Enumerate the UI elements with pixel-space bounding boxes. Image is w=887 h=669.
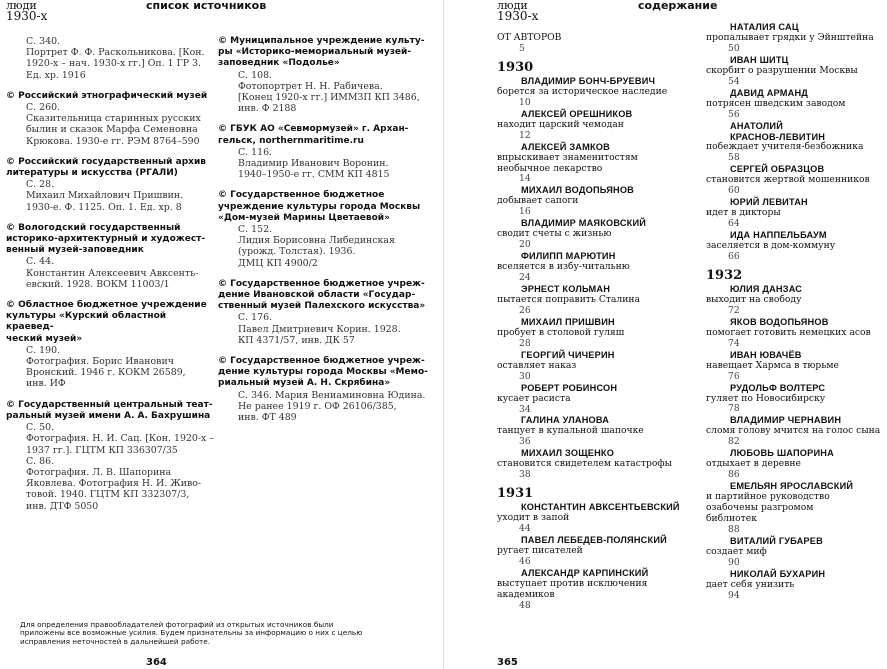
source-organization: © Российский государственный архив литературы и искусства (РГАЛИ) xyxy=(6,156,206,179)
toc-page-number: 34 xyxy=(519,403,531,415)
toc-description: идет в дикторы xyxy=(706,207,781,219)
source-line: [Конец 1920-х гг.] ИММЗП КП 3486, xyxy=(238,92,420,104)
toc-description: навещает Хармса в тюрьме xyxy=(706,359,839,371)
toc-page-number: 60 xyxy=(728,185,740,197)
source-line: 1937 гг.]. ГЦТМ КП 336307/35 xyxy=(26,444,178,456)
toc-page-number: 36 xyxy=(519,436,531,448)
toc-description: гуляет по Новосибирску xyxy=(706,392,826,404)
source-entry xyxy=(218,36,440,114)
toc-description: вселяется в избу-читальню xyxy=(497,261,630,273)
source-line: Сказительница старинных русских xyxy=(26,113,201,125)
toc-year-heading: 1932 xyxy=(706,267,743,283)
toc-page-number: 44 xyxy=(519,523,531,535)
source-organization: © ГБУК АО «Севмормузей» г. Архан- гельск, northernmaritime.ru xyxy=(218,124,409,146)
toc-name: НИКОЛАЙ БУХАРИН xyxy=(730,568,826,579)
source-entry xyxy=(6,400,216,512)
toc-name: ГЕОРГИЙ ЧИЧЕРИН xyxy=(521,349,615,360)
toc-description: оставляет наказ xyxy=(497,359,577,371)
toc-page-number: 82 xyxy=(728,436,740,448)
sources-column-2 xyxy=(218,36,440,433)
toc-name: ИВАН ШИТЦ xyxy=(730,54,789,65)
toc-name: АЛЕКСЕЙ ОРЕШНИКОВ xyxy=(521,108,633,119)
toc-name: ИВАН ЮВАЧЁВ xyxy=(730,349,802,360)
running-head: люди xyxy=(6,0,37,12)
toc-page-number: 58 xyxy=(728,152,740,164)
source-line: С. 86. xyxy=(26,455,55,467)
toc-description: пробует в столовой гуляш xyxy=(497,326,625,338)
page-title: содержание xyxy=(638,0,718,12)
source-entry xyxy=(6,300,216,390)
toc-description: необычное лекарство xyxy=(497,162,603,174)
source-line: С. 50. xyxy=(26,422,55,434)
source-line: С. 340. xyxy=(26,36,61,47)
toc-name: АЛЕКСЕЙ ЗАМКОВ xyxy=(521,141,610,152)
toc-description: становится жертвой мошенников xyxy=(706,174,870,186)
toc-description: потрясен шведским заводом xyxy=(706,97,846,109)
toc-description: борется за историческое наследие xyxy=(497,85,668,97)
source-line: КП 4371/57, инв. ДК 57 xyxy=(238,334,355,346)
source-entry xyxy=(6,91,216,147)
source-entry xyxy=(218,279,440,346)
source-line: Фотография. Борис Иванович xyxy=(26,356,174,368)
source-line: С. 44. xyxy=(26,256,55,268)
toc-page-number: 66 xyxy=(728,251,740,263)
source-entry xyxy=(6,36,216,81)
toc-description: побеждает учителя-безбожника xyxy=(706,141,864,153)
toc-name: АНАТОЛИЙ xyxy=(730,120,784,131)
source-line: товой. 1940. ГЦТМ КП 332307/3, xyxy=(26,489,190,501)
toc-page-number: 10 xyxy=(519,96,531,108)
toc-description: выходит на свободу xyxy=(706,293,802,305)
source-line: инв. ФТ 489 xyxy=(238,412,297,424)
footnote: Для определения правообладателей фотографий из открытых источников были приложены все возможные усилия. Будем признательны за информацию о них с целью исправления неточностей в дальнейшей работе. xyxy=(20,620,363,646)
toc-name: МИХАИЛ ПРИШВИН xyxy=(521,316,615,327)
toc-description: пытается поправить Сталина xyxy=(497,293,640,305)
source-entry xyxy=(218,190,440,268)
right-page xyxy=(444,0,887,669)
toc-description: создает миф xyxy=(706,545,767,557)
source-line: С. 28. xyxy=(26,179,55,191)
toc-name: ИДА НАППЕЛЬБАУМ xyxy=(730,230,827,241)
source-organization: © Муниципальное учреждение культу- ры «Историко-мемориальный музей- заповедник «Подолье» xyxy=(218,36,425,69)
source-line: инв. ДТФ 5050 xyxy=(26,500,99,512)
toc-description: пропалывает грядки у Эйнштейна xyxy=(706,31,874,43)
source-line: С. 152. xyxy=(238,224,273,236)
source-line: инв. ИФ xyxy=(26,378,66,390)
toc-page-number: 50 xyxy=(728,42,740,54)
toc-page-number: 12 xyxy=(519,129,531,141)
toc-page-number: 30 xyxy=(519,370,531,382)
source-organization: © Государственное бюджетное учреж- дение Ивановской области «Государ- ственный музей Палехского искусства» xyxy=(218,278,426,312)
source-line: Крюкова. 1930-е гг. РЭМ 8764–590 xyxy=(26,135,200,147)
toc-page-number: 14 xyxy=(519,173,531,185)
toc-year-heading: 1930 xyxy=(497,59,534,75)
toc-description: сводит счеты с жизнью xyxy=(497,228,612,240)
toc-page-number: 5 xyxy=(519,42,525,54)
toc-name: РОБЕРТ РОБИНСОН xyxy=(521,382,618,393)
toc-page-number: 94 xyxy=(728,589,740,601)
toc-name: ПАВЕЛ ЛЕБЕДЕВ-ПОЛЯНСКИЙ xyxy=(521,535,667,546)
toc-description: кусает расиста xyxy=(497,392,571,404)
toc-name: ЮРИЙ ЛЕВИТАН xyxy=(730,197,808,208)
source-line: 1940–1950-е гг. СММ КП 4815 xyxy=(238,169,390,181)
source-line: ДМЦ КП 4900/2 xyxy=(238,257,318,269)
running-year: 1930-х xyxy=(6,9,48,23)
sources-column-1 xyxy=(6,36,216,522)
source-organization: © Российский этнографический музей xyxy=(6,90,208,101)
toc-description: ругает писателей xyxy=(497,544,583,556)
toc-name: ВЛАДИМИР МАЯКОВСКИЙ xyxy=(521,218,647,229)
source-line: С. 108. xyxy=(238,69,273,81)
source-line: 1920-х – нач. 1930-х гг.] Оп. 1 ГР 3. xyxy=(26,58,201,70)
page-number: 365 xyxy=(497,657,518,668)
source-line: Яковлева. Фотография Н. И. Живо- xyxy=(26,478,202,490)
toc-name: НАТАЛИЯ САЦ xyxy=(730,22,799,32)
toc-description: и партийное руководство xyxy=(706,491,830,503)
contents-column-1 xyxy=(497,33,717,612)
toc-name: ВЛАДИМИР ЧЕРНАВИН xyxy=(730,415,842,426)
toc-name: АЛЕКСАНДР КАРПИНСКИЙ xyxy=(521,567,649,578)
source-entry xyxy=(6,223,216,290)
toc-name: РУДОЛЬФ ВОЛТЕРС xyxy=(730,382,826,393)
toc-description: дает себя унизить xyxy=(706,578,795,590)
toc-description: помогает готовить немецких асов xyxy=(706,326,871,338)
toc-name: МИХАИЛ ЗОЩЕНКО xyxy=(521,448,615,459)
source-line: Ед. хр. 1916 xyxy=(26,69,86,81)
toc-description: впрыскивает знаменитостям xyxy=(497,151,638,163)
source-organization: © Государственное бюджетное учреждение культуры города Москвы «Дом-музей Марины Цветаевой» xyxy=(218,190,421,223)
source-line: Павел Дмитриевич Корин. 1928. xyxy=(238,323,401,335)
toc-name: ВЛАДИМИР БОНЧ-БРУЕВИЧ xyxy=(521,75,656,86)
toc-page-number: 26 xyxy=(519,304,531,316)
toc-description: находит царский чемодан xyxy=(497,118,624,130)
source-line: Фотопортрет Н. Н. Рабичева. xyxy=(238,80,383,92)
toc-page-number: 74 xyxy=(728,337,740,349)
toc-page-number: 48 xyxy=(519,599,531,611)
source-entry xyxy=(6,157,216,213)
source-organization: © Вологодский государственный историко-архитектурный и художест- венный музей-заповедник xyxy=(6,222,206,256)
toc-page-number: 78 xyxy=(728,403,740,415)
toc-name: МИХАИЛ ВОДОПЬЯНОВ xyxy=(521,185,635,196)
toc-page-number: 90 xyxy=(728,556,740,568)
toc-description: библиотек xyxy=(706,512,757,524)
toc-label: ОТ АВТОРОВ xyxy=(497,32,562,43)
toc-description: танцует в купальной шапочке xyxy=(497,425,644,437)
toc-description: добывает сапоги xyxy=(497,195,579,207)
toc-description: скорбит о разрушении Москвы xyxy=(706,64,858,76)
toc-description: уходит в запой xyxy=(497,512,570,524)
toc-name: КРАСНОВ-ЛЕВИТИН xyxy=(730,131,826,142)
toc-page-number: 16 xyxy=(519,206,531,218)
source-entry xyxy=(218,124,440,180)
toc-name: СЕРГЕЙ ОБРАЗЦОВ xyxy=(730,164,825,175)
toc-description: становится свидетелем катастрофы xyxy=(497,458,672,470)
toc-page-number: 86 xyxy=(728,469,740,481)
source-line: С. 116. xyxy=(238,146,273,158)
source-entry xyxy=(218,356,440,423)
source-line: Фотография. Л. В. Шапорина xyxy=(26,466,172,478)
source-line: былин и сказок Марфа Семеновна xyxy=(26,124,198,136)
toc-page-number: 56 xyxy=(728,108,740,120)
toc-name: ДАВИД АРМАНД xyxy=(730,87,809,98)
source-line: инв. Ф 2188 xyxy=(238,103,297,115)
toc-name: ЕМЕЛЬЯН ЯРОСЛАВСКИЙ xyxy=(730,481,854,492)
contents-column-2 xyxy=(706,22,886,602)
source-line: Не ранее 1919 г. ОФ 26106/385, xyxy=(238,400,397,412)
source-line: С. 346. Мария Вениаминовна Юдина. xyxy=(238,389,426,401)
source-line: Вронский. 1946 г. КОКМ 26589, xyxy=(26,367,186,379)
toc-name: ГАЛИНА УЛАНОВА xyxy=(521,415,610,426)
toc-page-number: 46 xyxy=(519,555,531,567)
page-title: список источников xyxy=(146,0,267,12)
source-line: Константин Алексеевич Авксенть- xyxy=(26,267,199,279)
toc-name: КОНСТАНТИН АВКСЕНТЬЕВСКИЙ xyxy=(521,502,680,513)
source-organization: © Государственное бюджетное учреж- дение культуры города Москвы «Мемо- риальный музей А. Н. Скрябина» xyxy=(218,356,428,389)
source-line: 1930-е. Ф. 1125. Оп. 1. Ед. хр. 8 xyxy=(26,201,182,213)
toc-page-number: 38 xyxy=(519,469,531,481)
source-line: С. 190. xyxy=(26,344,61,356)
toc-page-number: 72 xyxy=(728,304,740,316)
toc-description: заселяется в дом-коммуну xyxy=(706,240,836,252)
source-line: Михаил Михайлович Пришвин. xyxy=(26,190,184,202)
toc-description: академиков xyxy=(497,588,555,600)
source-line: Владимир Иванович Воронин. xyxy=(238,158,389,170)
toc-page-number: 20 xyxy=(519,239,531,251)
running-head: люди xyxy=(497,0,528,12)
toc-page-number: 28 xyxy=(519,337,531,349)
toc-page-number: 24 xyxy=(519,272,531,284)
toc-description: сломя голову мчится на голос сына xyxy=(706,425,881,437)
page-number: 364 xyxy=(146,657,167,668)
toc-name: ЭРНЕСТ КОЛЬМАН xyxy=(521,284,611,295)
toc-description: выступает против исключения xyxy=(497,577,648,589)
source-line: Лидия Борисовна Либединская xyxy=(238,235,395,247)
toc-description: отдыхает в деревне xyxy=(706,458,801,470)
toc-description: озабочены разгромом xyxy=(706,502,814,514)
toc-name: ФИЛИПП МАРЮТИН xyxy=(521,251,616,262)
toc-name: ЯКОВ ВОДОПЬЯНОВ xyxy=(730,316,829,327)
toc-page-number: 88 xyxy=(728,523,740,535)
toc-page-number: 64 xyxy=(728,218,740,230)
toc-name: ЮЛИЯ ДАНЗАС xyxy=(730,283,803,294)
source-organization: © Государственный центральный теат- ральный музей имени А. А. Бахрушина xyxy=(6,399,213,421)
source-line: Портрет Ф. Ф. Раскольникова. [Кон. xyxy=(26,47,205,59)
running-year: 1930-х xyxy=(497,9,539,23)
toc-name: ВИТАЛИЙ ГУБАРЕВ xyxy=(730,535,823,546)
source-line: евский. 1928. ВОКМ 11003/1 xyxy=(26,278,170,290)
source-line: Фотография. Н. И. Сац. [Кон. 1920-х – xyxy=(26,433,214,445)
toc-year-heading: 1931 xyxy=(497,486,534,502)
toc-page-number: 54 xyxy=(728,75,740,87)
toc-name: ЛЮБОВЬ ШАПОРИНА xyxy=(730,448,834,459)
source-line: С. 176. xyxy=(238,312,273,324)
source-organization: © Областное бюджетное учреждение культуры «Курский областной краевед- ческий музей» xyxy=(6,300,207,344)
source-line: (урожд. Толстая). 1936. xyxy=(238,246,356,258)
toc-page-number: 76 xyxy=(728,370,740,382)
source-line: С. 260. xyxy=(26,102,61,114)
